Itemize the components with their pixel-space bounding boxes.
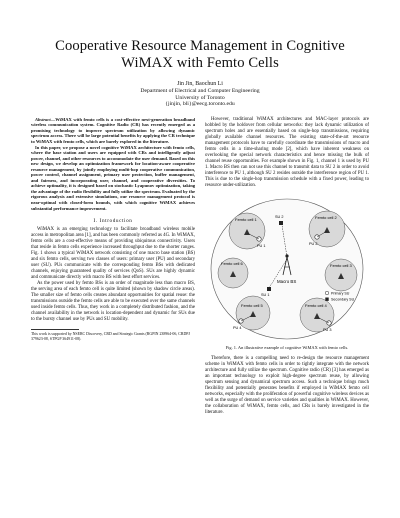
su-1-label: SU 1 — [261, 292, 270, 297]
intro-right-text — [205, 117, 369, 189]
intro-left-text — [31, 227, 195, 323]
two-column-body — [31, 117, 369, 416]
femto-cell-2-label: Femto cell 2 — [315, 214, 337, 220]
figure-1-caption: Fig. 1. An illustrative example of cognitive WiMAX with femto cells. — [225, 344, 349, 350]
figure-1-diagram — [205, 195, 369, 343]
footnote-divider — [31, 329, 79, 330]
authors: Jin Jin, Baochun Li — [177, 81, 223, 87]
abstract-paragraph-2: In this paper, we propose a novel cognitive WiMAX architecture with femto cells, where the base station and users are equipped with CRs and intelligently adjust power, channel, and other resources to accommodate the user demand. Based on this new design, we develop an optimization framework for location-aware cooperative resource management, by jointly employing multi-hop cooperative communication, power control, channel assignment, primary user protection, buffer management, and fairness, and incorporating user, channel, and cooperative diversities. To achieve optimality, it is designed based on stochastic Lyapunov optimization, taking the advantage of the radio flexibility and fully utilize the spectrum. Evaluated by the rigorous analysis and extensive simulations, our resource management protocol is near-optimal with closed-form bounds, with which cognitive WiMAX achieves substantial performance improvement. — [31, 144, 195, 211]
abstract-lead: Abstract — [35, 116, 51, 122]
femto-cell-6-label: Femto cell 6 — [221, 260, 243, 266]
section-heading-introduction: I. Introduction — [93, 218, 133, 225]
affiliation-dept: Department of Electrical and Computer Engineering — [140, 88, 260, 94]
legend-pu-icon — [325, 291, 329, 295]
figure-1 — [205, 195, 369, 343]
affiliation-email: {jinjin, bli}@eecg.toronto.edu — [165, 101, 235, 108]
footnote: This work is supported by NSERC Discovery, CRD and Strategic Grants (RGPIN 238964-06, CRDPJ 379623-08, STPGP 364911-08). — [31, 332, 190, 341]
title-line-2: WiMAX with Femto Cells — [121, 55, 279, 71]
pu-2-label: PU 2 — [309, 241, 318, 246]
left-column — [31, 117, 195, 416]
su-2-label: SU 2 — [275, 214, 284, 219]
femto-cell-5-label: Femto cell 5 — [241, 302, 263, 308]
title-line-1: Cooperative Resource Management in Cognitive — [55, 38, 345, 54]
pu-3-label: PU 3 — [323, 327, 332, 332]
intro-paragraph-2: As the power used by femto BSs is an order of magnitude less than macro BS, the serving area of each femto cell is quite limited (shown by shadow circle areas). The smaller size of femto cells creates abundant opportunities for spatial reuse: the transmissions outside the femto cells are able to be executed over the same channels used inside femto cells. Thus, they work in a completely distributed fashion, and the channel availability in the network is location-dependent and dynamic for SUs due to the bursty channel use by PUs and SU mobility. — [31, 281, 195, 323]
femto-cell-4-label: Femto cell 4 — [305, 302, 327, 308]
pu-4-label: PU 4 — [233, 325, 242, 330]
femto-cell-3-label: Femto cell 3 — [330, 262, 352, 268]
legend-su-icon — [325, 297, 328, 300]
su-2-icon — [279, 221, 283, 225]
intro-paragraph-4: Therefore, there is a compelling need to re-design the resource management scheme in WiMAX with femto cells in order to tightly integrate with the network architecture and fully utilize the spectrum. Cognitive radio (CR) [3] has emerged as an important technology to exploit high-degree spectrum reuse, by allowing spectrum sensing and dynamical spectrum access. Such a technique brings much flexibility and potentially generates benefits if employed in WiMAX femto cell networks, especially with the proliferation of powerful cognitive wireless devices as well as the surge of demand on service varieties and qualities in WiMAX. However, the collaboration of WiMAX, femto cells, and CRs is barely investigated in the literature. — [205, 356, 369, 416]
abstract-paragraph-1: —WiMAX with femto cells is a cost-effective next-generation broadband wireless communication system. Cognitive Radio (CR) has recently emerged as a promising technology to improve spectrum utilization by allowing dynamic spectrum access. There will be large potential benefits by applying the CR technique to WiMAX with femto cells, which are barely explored in the literature. — [31, 116, 195, 144]
abstract — [31, 117, 195, 211]
affiliation-university: University of Toronto — [175, 94, 225, 101]
pu-1-label: PU 1 — [257, 243, 266, 248]
intro-right-text-2 — [205, 356, 369, 416]
legend-su-label: Secondary SU — [331, 297, 355, 302]
intro-paragraph-1: WiMAX is an emerging technology to facilitate broadband wireless mobile access in metropolitan area [1], and has been commonly referred as 4G. In WiMAX, femto cells are a cost-effective means of providing ubiquitous connectivity. Users that reside in femto cells experience increased throughput due to the shorter ranges. Fig. 1 shows a typical WiMAX network consisting of one macro base station (BS) and six femto cells, serving two classes of users: primary user (PU) and secondary user (SU). PUs communicate with the corresponding femto BSs with dedicated channels, enjoying guaranteed quality of services (QoS). SUs are highly dynamic and communicate directly with macro BS with best effort services. — [31, 227, 195, 281]
macro-bs-label: Macro BS — [277, 278, 297, 284]
legend-pu-label: Primary SU — [331, 291, 350, 296]
right-column — [205, 117, 369, 416]
paper-title — [31, 38, 369, 72]
intro-paragraph-3: However, traditional WiMAX architectures and MAC-layer protocols are hobbled by the holdover from cellular networks: they lack dynamic utilization of spectrum holes and are essentially based on single-hop transmissions, requiring globally available channel resources. The existing state-of-the-art resource management protocols have to carefully coordinate the transmissions of macro and femto cells in a time-sharing mode [2], which have inherent weakness on overlooking the special network characteristics and hence missing the bulk of channel reuse opportunities. For example shown in Fig. 1, channel 1 is used by PU 1. Macro BS then can not use this channel to transmit data to SU 2 in order to avoid interference to PU 1, although SU 2 resides outside the interference region of PU 1. This is due to the single-hop transmission schedule with a fixed power, leading to resource under-utilization. — [205, 116, 369, 188]
femto-cell-1-label: Femto cell 1 — [235, 216, 257, 222]
